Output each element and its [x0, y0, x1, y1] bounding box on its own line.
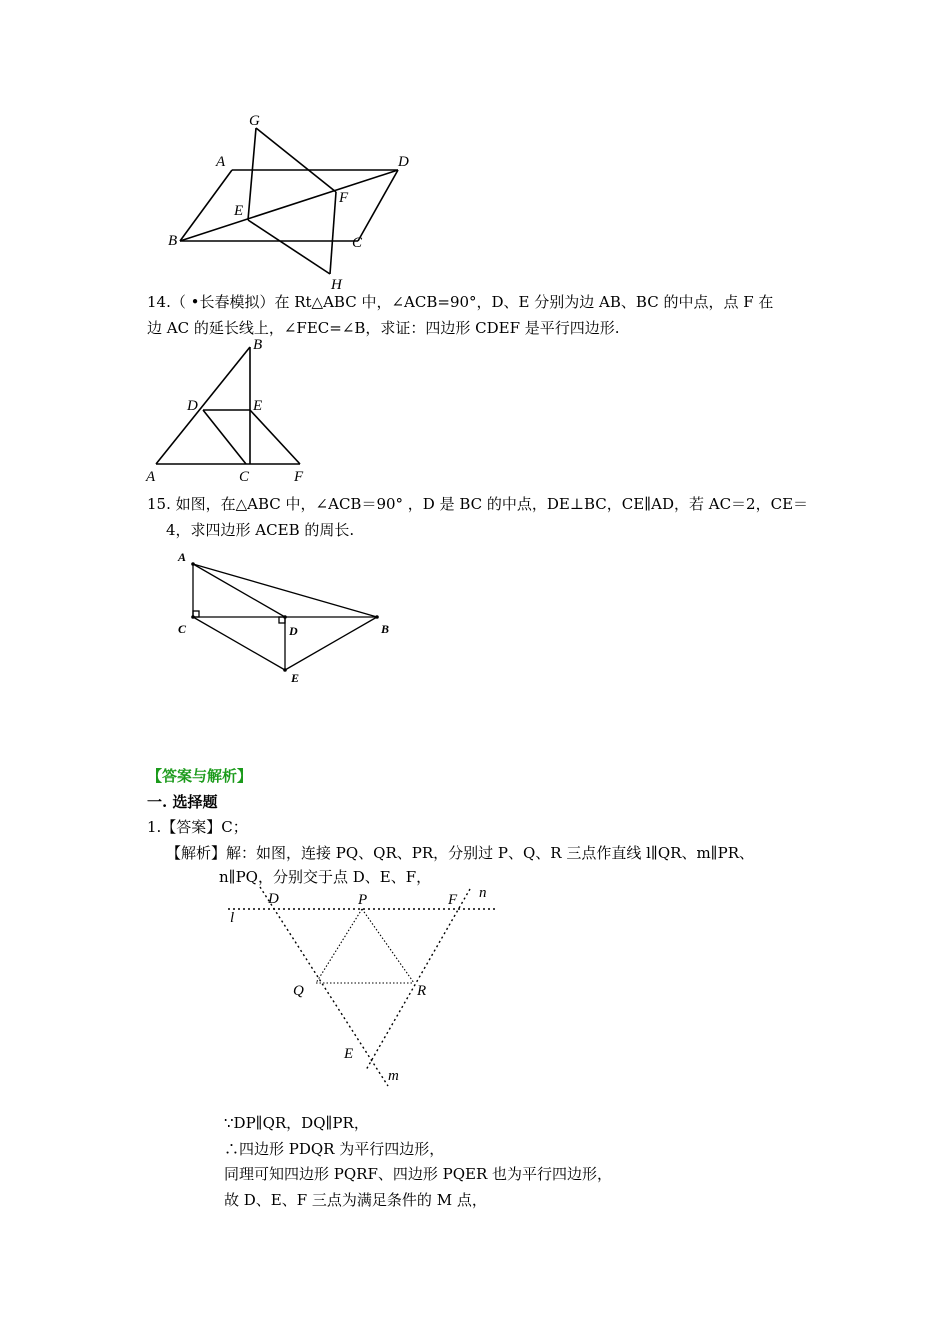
label-b: B — [253, 337, 263, 353]
answers-heading: 【答案与解析】 — [147, 767, 253, 785]
q15-line2: 4，求四边形 ACEB 的周长. — [166, 521, 355, 539]
label-c: C — [178, 622, 187, 636]
label-m: m — [388, 1068, 399, 1084]
label-c: C — [239, 469, 250, 485]
answer-1: 1.【答案】C； — [147, 818, 248, 836]
label-b: B — [381, 622, 390, 636]
proof-line3: 同理可知四边形 PQRF、四边形 PQER 也为平行四边形， — [224, 1165, 613, 1183]
label-a: A — [146, 469, 156, 485]
q14-line1: 14.（ •长春模拟）在 Rt△ABC 中，∠ACB=90°，D、E 分别为边 AB、BC 的中点，点 F 在 — [147, 293, 774, 311]
label-d: D — [398, 154, 409, 170]
analysis-line2: n∥PQ，分别交于点 D、E、F， — [219, 868, 432, 886]
label-l: l — [230, 910, 235, 926]
section-title: 一. 选择题 — [147, 793, 218, 811]
proof-line1: ∵DP∥QR，DQ∥PR， — [224, 1114, 369, 1132]
label-f: F — [339, 190, 349, 206]
label-e: E — [253, 398, 263, 414]
label-b: B — [168, 233, 178, 249]
analysis-line1: 【解析】解：如图，连接 PQ、QR、PR，分别过 P、Q、R 三点作直线 l∥QR、m∥PR、 — [166, 844, 754, 862]
q14-line2: 边 AC 的延长线上，∠FEC=∠B，求证：四边形 CDEF 是平行四边形. — [147, 319, 620, 337]
label-n: n — [479, 885, 487, 901]
label-h: H — [331, 277, 342, 293]
proof-line2: ∴四边形 PDQR 为平行四边形， — [224, 1140, 445, 1158]
label-q: Q — [293, 983, 304, 999]
label-d: D — [187, 398, 198, 414]
figure-parallelogram-gh — [160, 108, 430, 293]
label-c: C — [352, 235, 363, 251]
figure-triangle-cdef — [140, 333, 320, 488]
label-p: P — [358, 892, 368, 908]
figure-dotted-triangles — [220, 885, 510, 1095]
label-e: E — [234, 203, 244, 219]
label-r: R — [417, 983, 427, 999]
label-a: A — [216, 154, 226, 170]
label-f: F — [294, 469, 304, 485]
label-g: G — [249, 113, 260, 129]
label-e: E — [291, 671, 300, 685]
proof-line4: 故 D、E、F 三点为满足条件的 M 点， — [224, 1191, 487, 1209]
figure-quadrilateral-aceb — [170, 545, 400, 690]
label-a: A — [178, 550, 187, 564]
label-d: D — [268, 891, 279, 907]
q15-line1: 15. 如图，在△ABC 中，∠ACB＝90° ，D 是 BC 的中点，DE⊥BC，CE∥AD，若 AC＝2，CE＝ — [147, 495, 809, 513]
label-e: E — [344, 1046, 354, 1062]
label-d: D — [289, 624, 298, 638]
label-f: F — [448, 892, 458, 908]
